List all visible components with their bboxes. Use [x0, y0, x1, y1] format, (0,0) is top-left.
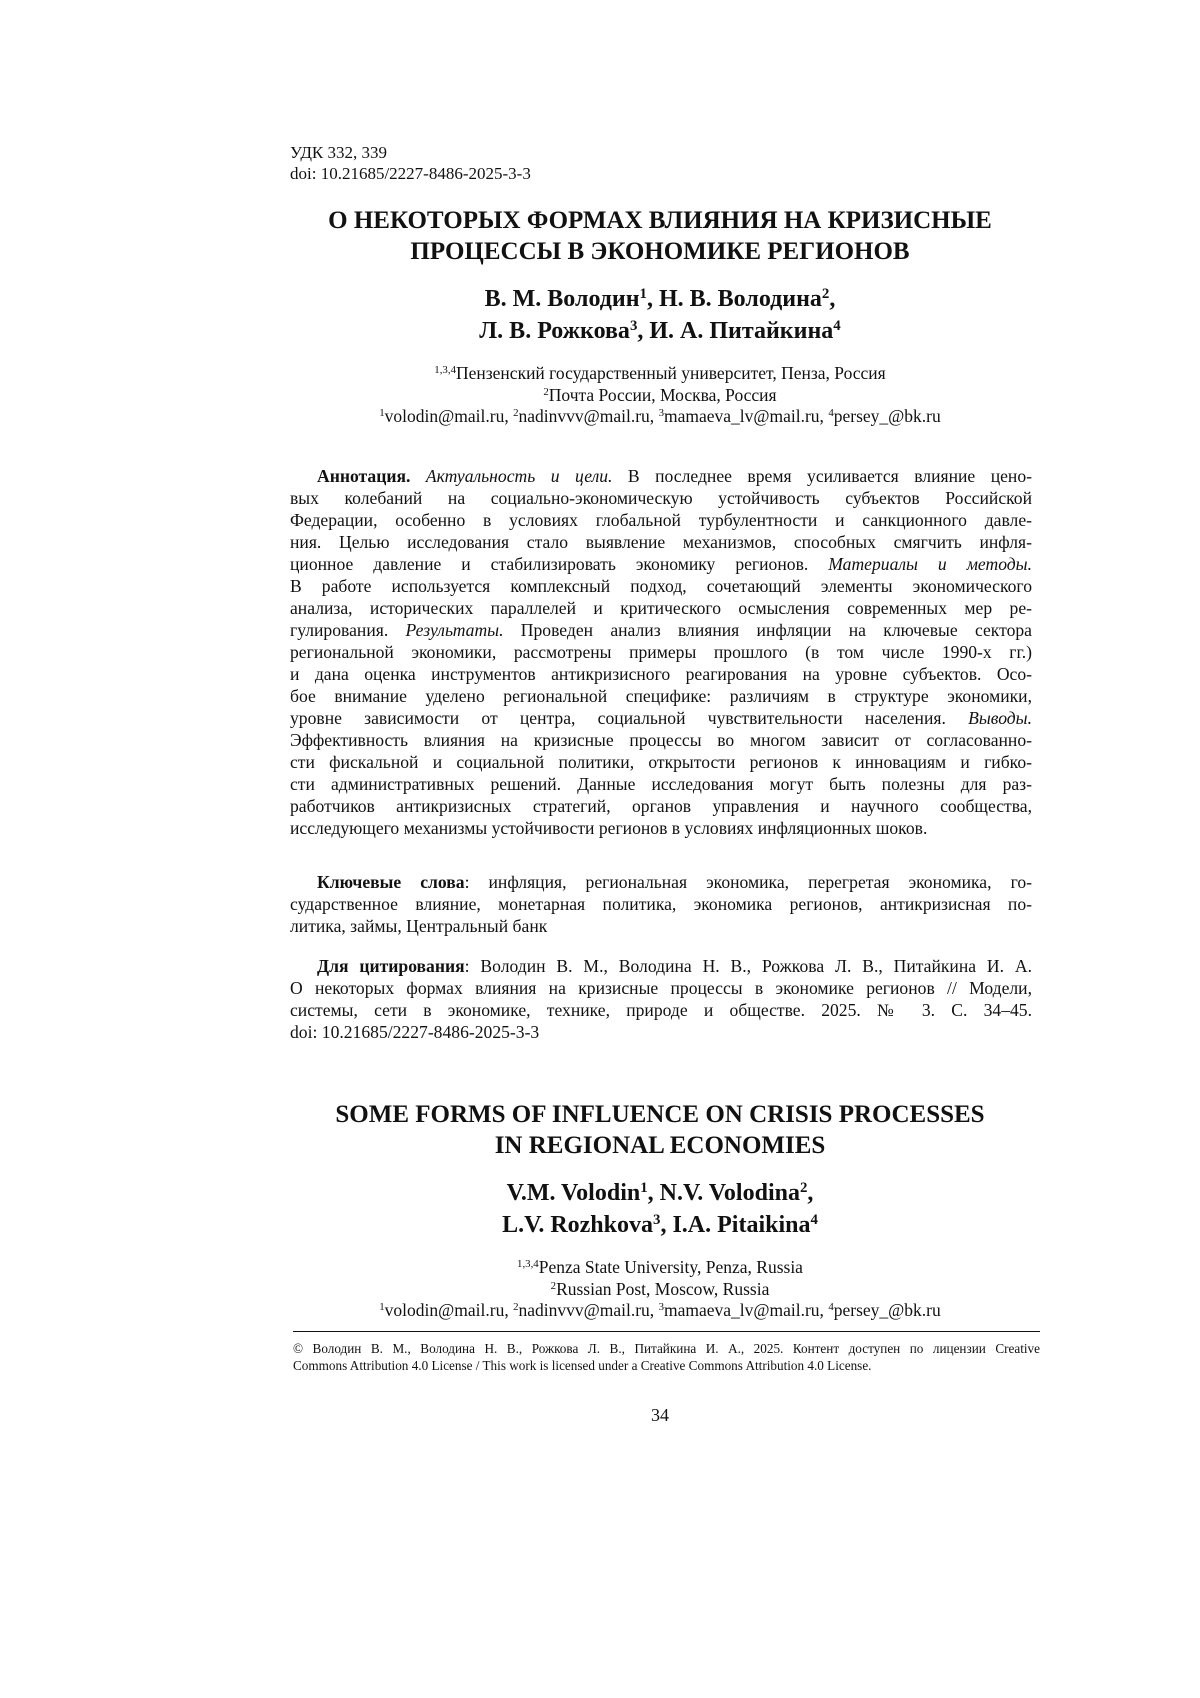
abstract-text: региональной экономики, рассмотрены примеры прошлого (в том числе 1990-х гг.) [290, 642, 1032, 662]
abstract-text: В работе используется комплексный подход, сочетающий элементы экономического [290, 576, 1032, 596]
ru-title-line: ПРОЦЕССЫ В ЭКОНОМИКЕ РЕГИОНОВ [410, 238, 910, 265]
author-affil-mark: 3 [653, 1211, 661, 1228]
author-separator: , [646, 286, 659, 312]
ru-authors [200, 283, 1120, 347]
abstract-text: Эффективность влияния на кризисные процессы во многом зависит от согласованно- [290, 730, 1032, 750]
en-title-line: IN REGIONAL ECONOMIES [494, 1132, 826, 1159]
author-name: Л. В. Рожкова [479, 318, 630, 344]
page-number: 34 [651, 1405, 669, 1425]
affil-mark: 1,3,4 [517, 1258, 539, 1271]
affiliation-line [200, 1279, 1120, 1301]
affiliation-text: Пензенский государственный университет, Пенза, Россия [455, 363, 886, 383]
citation [290, 955, 1032, 1043]
affiliation-text: Penza State University, Penza, Russia [538, 1257, 803, 1277]
citation-text: : Володин В. М., Володина Н. В., Рожкова Л. В., Питайкина И. А. [464, 956, 1032, 976]
keywords-text: : инфляция, региональная экономика, перегретая экономика, го- [464, 872, 1032, 892]
email-mark: 1 [379, 1301, 385, 1314]
affiliation-line [200, 1257, 1120, 1279]
author-name: Н. В. Володина [658, 286, 822, 312]
author-affil-mark: 2 [821, 285, 830, 302]
email-mark: 1 [379, 407, 385, 420]
affiliation-line [200, 385, 1120, 407]
author-affil-mark: 2 [799, 1179, 808, 1196]
abstract-text: В последнее время усиливается влияние цено- [627, 466, 1032, 486]
author-name: I.A. Pitaikina [672, 1212, 811, 1238]
abstract [290, 465, 1032, 839]
abstract-text: Проведен анализ влияния инфляции на ключевые сектора [520, 620, 1032, 640]
abstract-text: ционное давление и стабилизировать экономику регионов. [290, 554, 809, 574]
email[interactable]: nadinvvv@mail.ru, [518, 406, 659, 426]
footnote [293, 1340, 1040, 1374]
email-mark: 4 [828, 407, 834, 420]
affil-mark: 2 [543, 385, 549, 398]
author-name: В. М. Володин [484, 286, 640, 312]
abstract-text: анализа, исторических параллелей и критического осмысления современных мер ре- [290, 598, 1032, 618]
footnote-rule [293, 1331, 1040, 1332]
email[interactable]: persey_@bk.ru [833, 1300, 941, 1320]
doi-line: doi: 10.21685/2227-8486-2025-3-3 [290, 164, 531, 183]
author-name: V.M. Volodin [506, 1180, 641, 1206]
keywords [290, 871, 1032, 937]
keywords-text: сударственное влияние, монетарная политика, экономика регионов, антикризисная по- [290, 894, 1032, 914]
abstract-text: исследующего механизмы устойчивости регионов в условиях инфляционных шоков. [290, 818, 928, 838]
abstract-heading: Результаты. [405, 620, 504, 640]
ru-affiliations [200, 363, 1120, 428]
udc-code: УДК 332, 339 [290, 143, 388, 162]
author-name: И. А. Питайкина [649, 318, 834, 344]
email[interactable]: nadinvvv@mail.ru, [518, 1300, 659, 1320]
abstract-text: работчиков антикризисных стратегий, органов управления и научного сообщества, [290, 796, 1032, 816]
article-meta [290, 142, 1032, 184]
email[interactable]: persey_@bk.ru [833, 406, 941, 426]
email-mark: 4 [828, 1301, 834, 1314]
abstract-text: ния. Целью исследования стало выявление механизмов, способных смягчить инфля- [290, 532, 1032, 552]
citation-text[interactable]: doi: 10.21685/2227-8486-2025-3-3 [290, 1022, 540, 1042]
email[interactable]: mamaeva_lv@mail.ru, [663, 1300, 829, 1320]
affil-mark: 2 [550, 1279, 557, 1292]
abstract-text: сти фискальной и социальной политики, открытости регионов к инновациям и гибко- [290, 752, 1032, 772]
abstract-label: Аннотация. [317, 466, 411, 486]
author-separator: , [637, 318, 650, 344]
abstract-text: бое внимание уделено региональной специфике: различиям в структуре экономики, [290, 686, 1032, 706]
email[interactable]: volodin@mail.ru, [384, 406, 514, 426]
citation-label: Для цитирования [317, 956, 465, 976]
affil-mark: 1,3,4 [434, 364, 456, 377]
author-name: N.V. Volodina [659, 1180, 800, 1206]
en-title [200, 1099, 1120, 1161]
author-affil-mark: 3 [629, 317, 638, 334]
email[interactable]: mamaeva_lv@mail.ru, [663, 406, 829, 426]
abstract-text: уровне зависимости от центра, социальной чувствительности населения. [290, 708, 946, 728]
ru-title-line: О НЕКОТОРЫХ ФОРМАХ ВЛИЯНИЯ НА КРИЗИСНЫЕ [328, 207, 992, 234]
author-separator: , [647, 1180, 660, 1206]
citation-text: системы, сети в экономике, технике, природе и обществе. 2025. № 3. С. 34–45. [290, 1000, 1032, 1020]
abstract-text: и дана оценка инструментов антикризисного реагирования на уровне субъектов. Осо- [290, 664, 1032, 684]
email-mark: 2 [513, 1301, 519, 1314]
footnote-text: Commons Attribution 4.0 License / This work is licensed under a Creative Commons Attribution 4.0 License. [293, 1358, 872, 1373]
author-affil-mark: 4 [833, 317, 841, 334]
email[interactable]: volodin@mail.ru, [384, 1300, 514, 1320]
email-mark: 2 [513, 407, 519, 420]
abstract-text: сти административных решений. Данные исследования могут быть полезны для раз- [290, 774, 1032, 794]
affiliation-line [200, 363, 1120, 385]
abstract-heading: Актуальность и цели. [425, 466, 613, 486]
footnote-text: © Володин В. М., Володина Н. В., Рожкова Л. В., Питайкина И. А., 2025. Контент доступен по лицензии Creative [293, 1341, 1040, 1356]
author-separator: , [660, 1212, 673, 1238]
author-separator: , [807, 1180, 814, 1206]
en-affiliations [200, 1257, 1120, 1322]
keywords-text: литика, займы, Центральный банк [290, 916, 548, 936]
email-mark: 3 [658, 407, 664, 420]
en-title-line: SOME FORMS OF INFLUENCE ON CRISIS PROCESSES [335, 1101, 985, 1128]
abstract-text: вых колебаний на социально-экономическую устойчивость субъектов Российской [290, 488, 1032, 508]
author-affil-mark: 1 [640, 1179, 648, 1196]
en-authors [200, 1177, 1120, 1241]
citation-text: О некоторых формах влияния на кризисные процессы в экономике регионов // Модели, [290, 978, 1032, 998]
emails-line [200, 406, 1120, 428]
abstract-text: гулирования. [290, 620, 389, 640]
author-separator: , [829, 286, 836, 312]
abstract-heading: Выводы. [968, 708, 1032, 728]
author-affil-mark: 1 [639, 285, 647, 302]
abstract-text: Федерации, особенно в условиях глобальной турбулентности и санкционного давле- [290, 510, 1032, 530]
affiliation-text: Почта России, Москва, Россия [548, 384, 777, 405]
author-name: L.V. Rozhkova [502, 1212, 654, 1238]
emails-line [200, 1300, 1120, 1322]
affiliation-text: Russian Post, Moscow, Russia [556, 1278, 770, 1299]
ru-title [200, 205, 1120, 267]
email-mark: 3 [658, 1301, 664, 1314]
keywords-label: Ключевые слова [317, 872, 465, 892]
abstract-heading: Материалы и методы. [828, 554, 1032, 574]
author-affil-mark: 4 [810, 1211, 818, 1228]
